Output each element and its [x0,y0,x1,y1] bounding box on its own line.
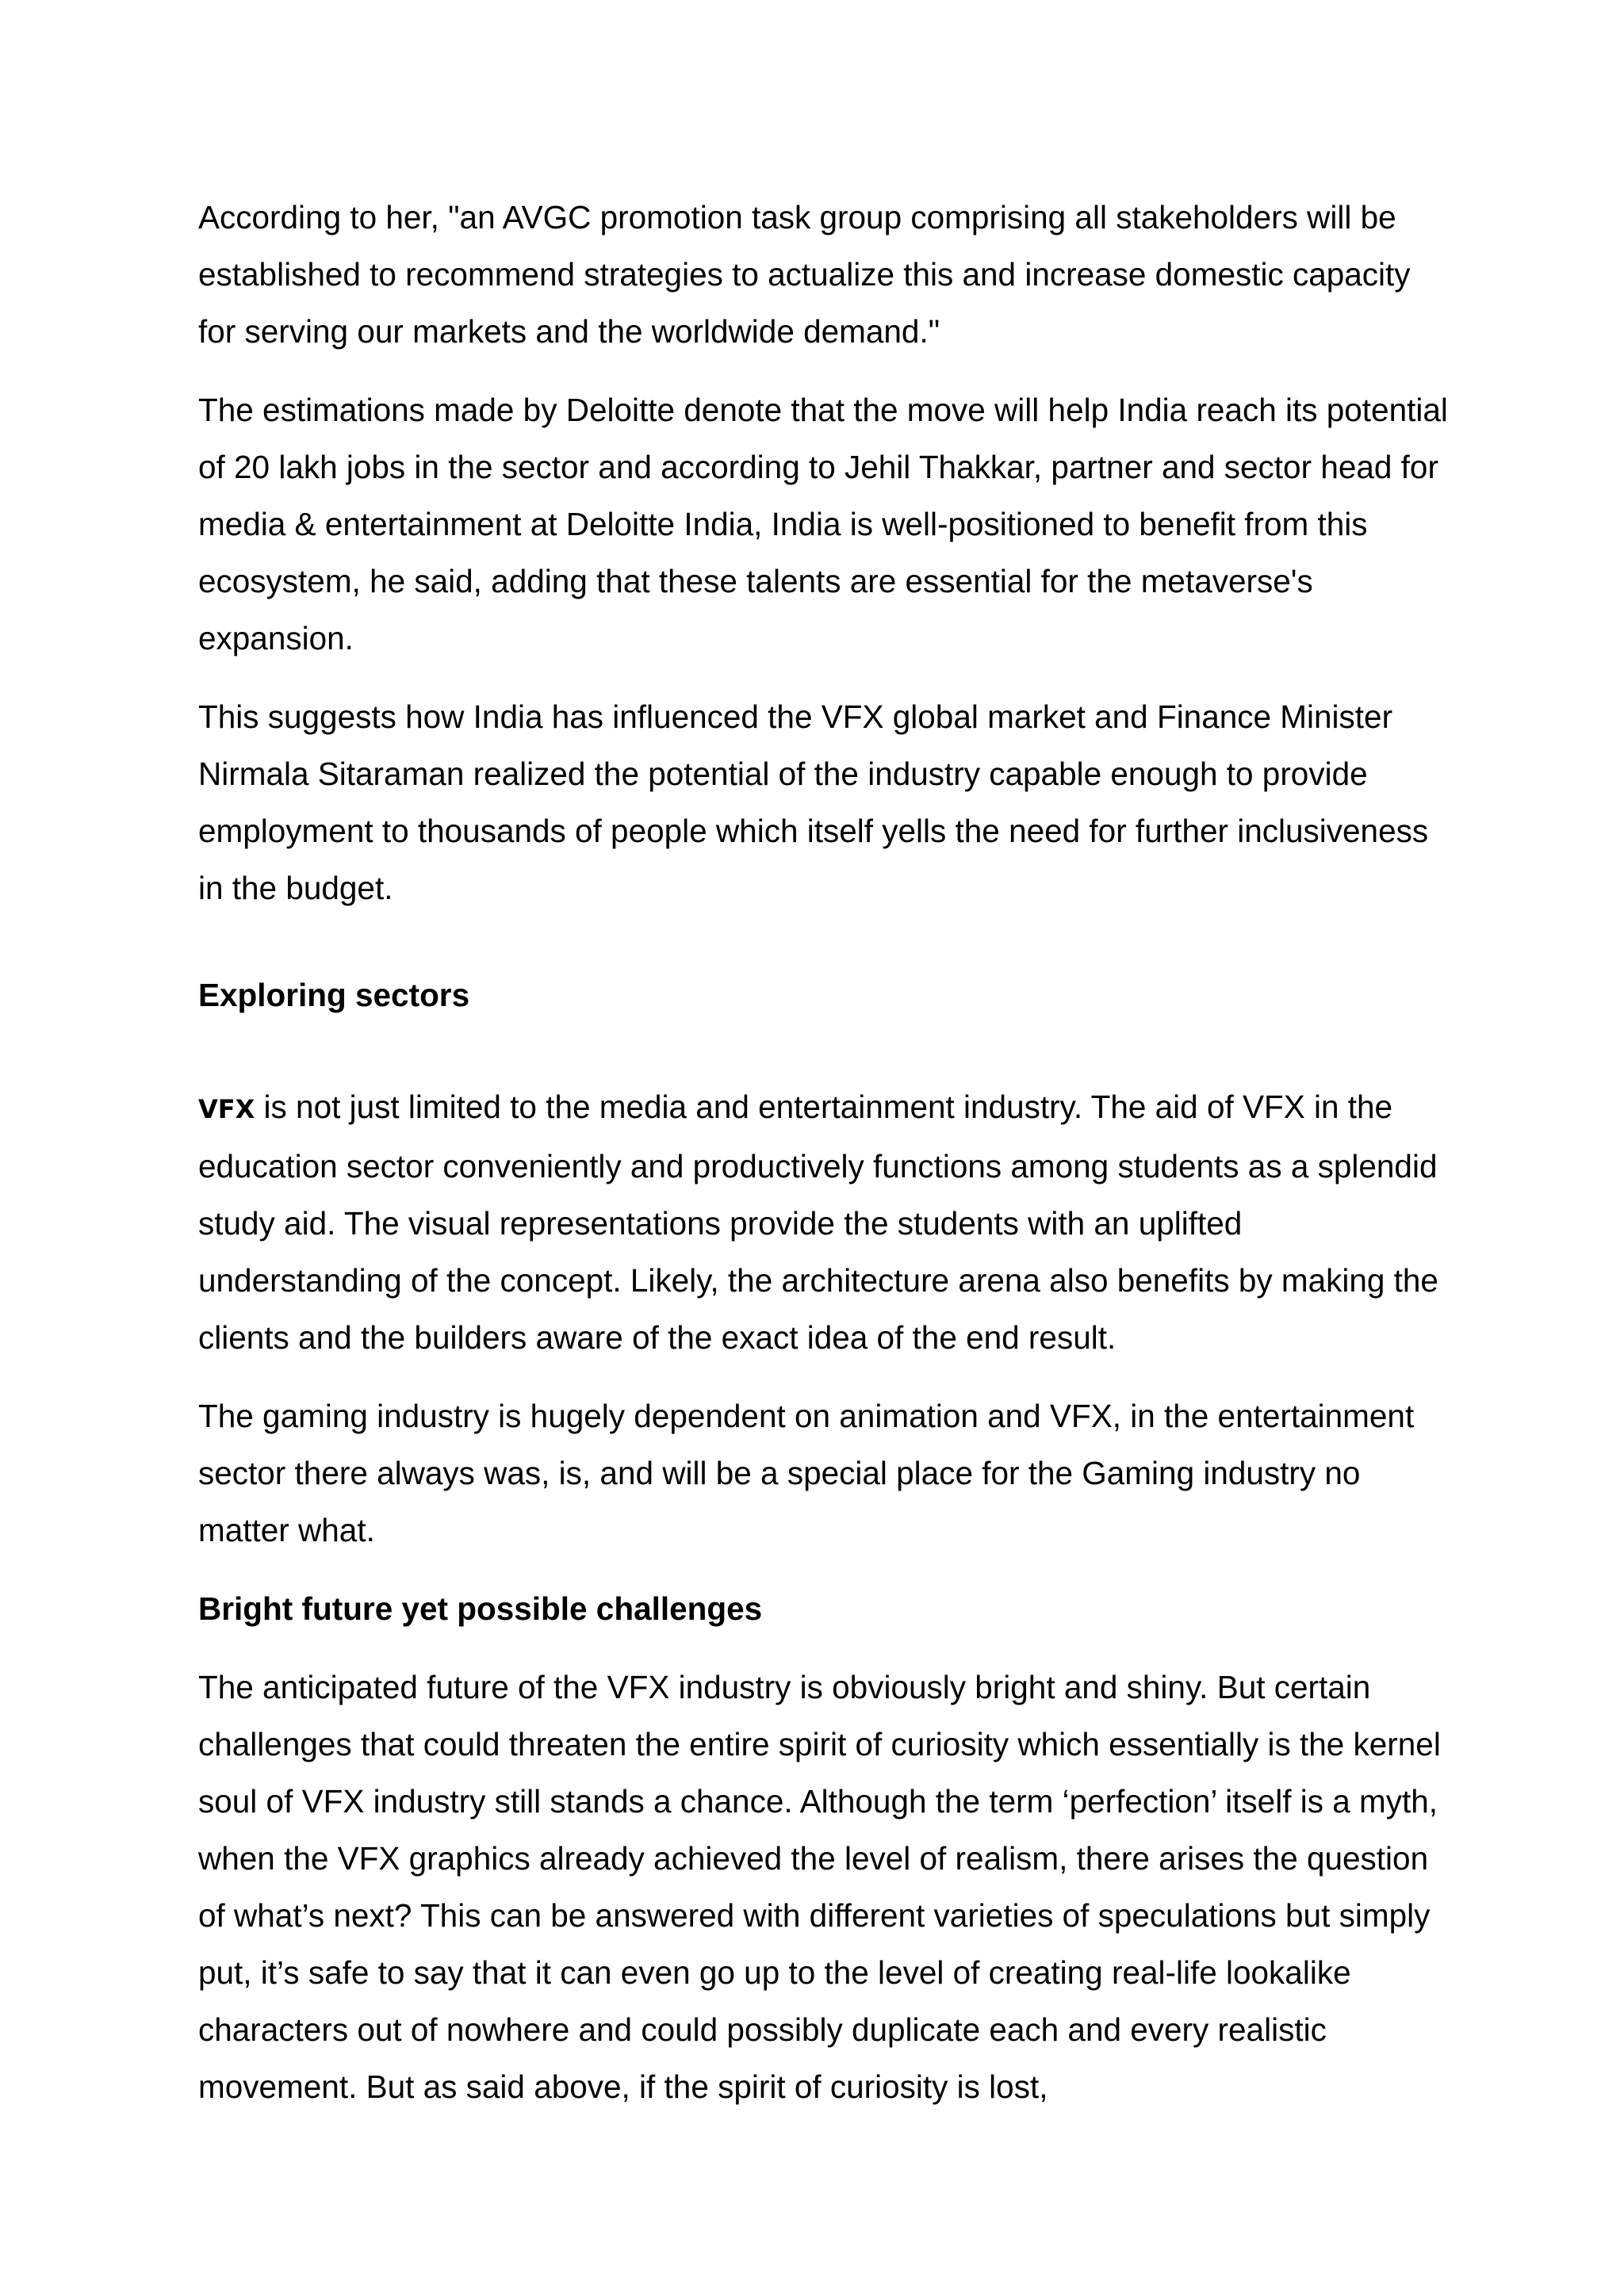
paragraph-vfx-sectors [198,1078,1451,1366]
vfx-lead-term: VFX [198,1094,255,1124]
paragraph-india-vfx-influence: This suggests how India has influenced the VFX global market and Finance Minister Nirmala Sitaraman realized the potential of the industry capable enough to provide employment to thousands of people which itself yells the need for further inclusiveness in the budget. [198,698,1429,906]
paragraph-gaming-industry: The gaming industry is hugely dependent on animation and VFX, in the entertainment sector there always was, is, and will be a special place for the Gaming industry no matter what. [198,1398,1415,1548]
heading-bright-future: Bright future yet possible challenges [198,1590,763,1627]
paragraph-anticipated-future: The anticipated future of the VFX industry is obviously bright and shiny. But certain challenges that could threaten the entire spirit of curiosity which essentially is the kernel soul of VFX industry still stands a chance. Although the term ‘perfection’ itself is a myth, when the VFX graphics already achieved the level of realism, there arises the question of what’s next? This can be answered with different varieties of speculations but simply put, it’s safe to say that it can even go up to the level of creating real-life lookalike characters out of nowhere and could possibly duplicate each and every realistic movement. But as said above, if the spirit of curiosity is lost, [198,1669,1441,2105]
heading-exploring-sectors: Exploring sectors [198,977,470,1013]
paragraph-deloitte-estimations: The estimations made by Deloitte denote that the move will help India reach its potential of 20 lakh jobs in the sector and according to Jehil Thakkar, partner and sector head for media & entertainment at Deloitte India, India is well-positioned to benefit from this ecosystem, he said, adding that these talents are essential for the metaverse's expansion. [198,392,1448,656]
paragraph-vfx-sectors-text: is not just limited to the media and entertainment industry. The aid of VFX in the education sector conveniently and productively functions among students as a splendid study aid. The visual representations provide the students with an uplifted understanding of the concept. Likely, the architecture arena also benefits by making the clients and the builders aware of the exact idea of the end result. [198,1089,1438,1356]
document-body [198,189,1451,2137]
paragraph-avgc-quote: According to her, "an AVGC promotion task group comprising all stakeholders will be established to recommend strategies to actualize this and increase domestic capacity for serving our markets and the worldwide demand." [198,199,1411,350]
